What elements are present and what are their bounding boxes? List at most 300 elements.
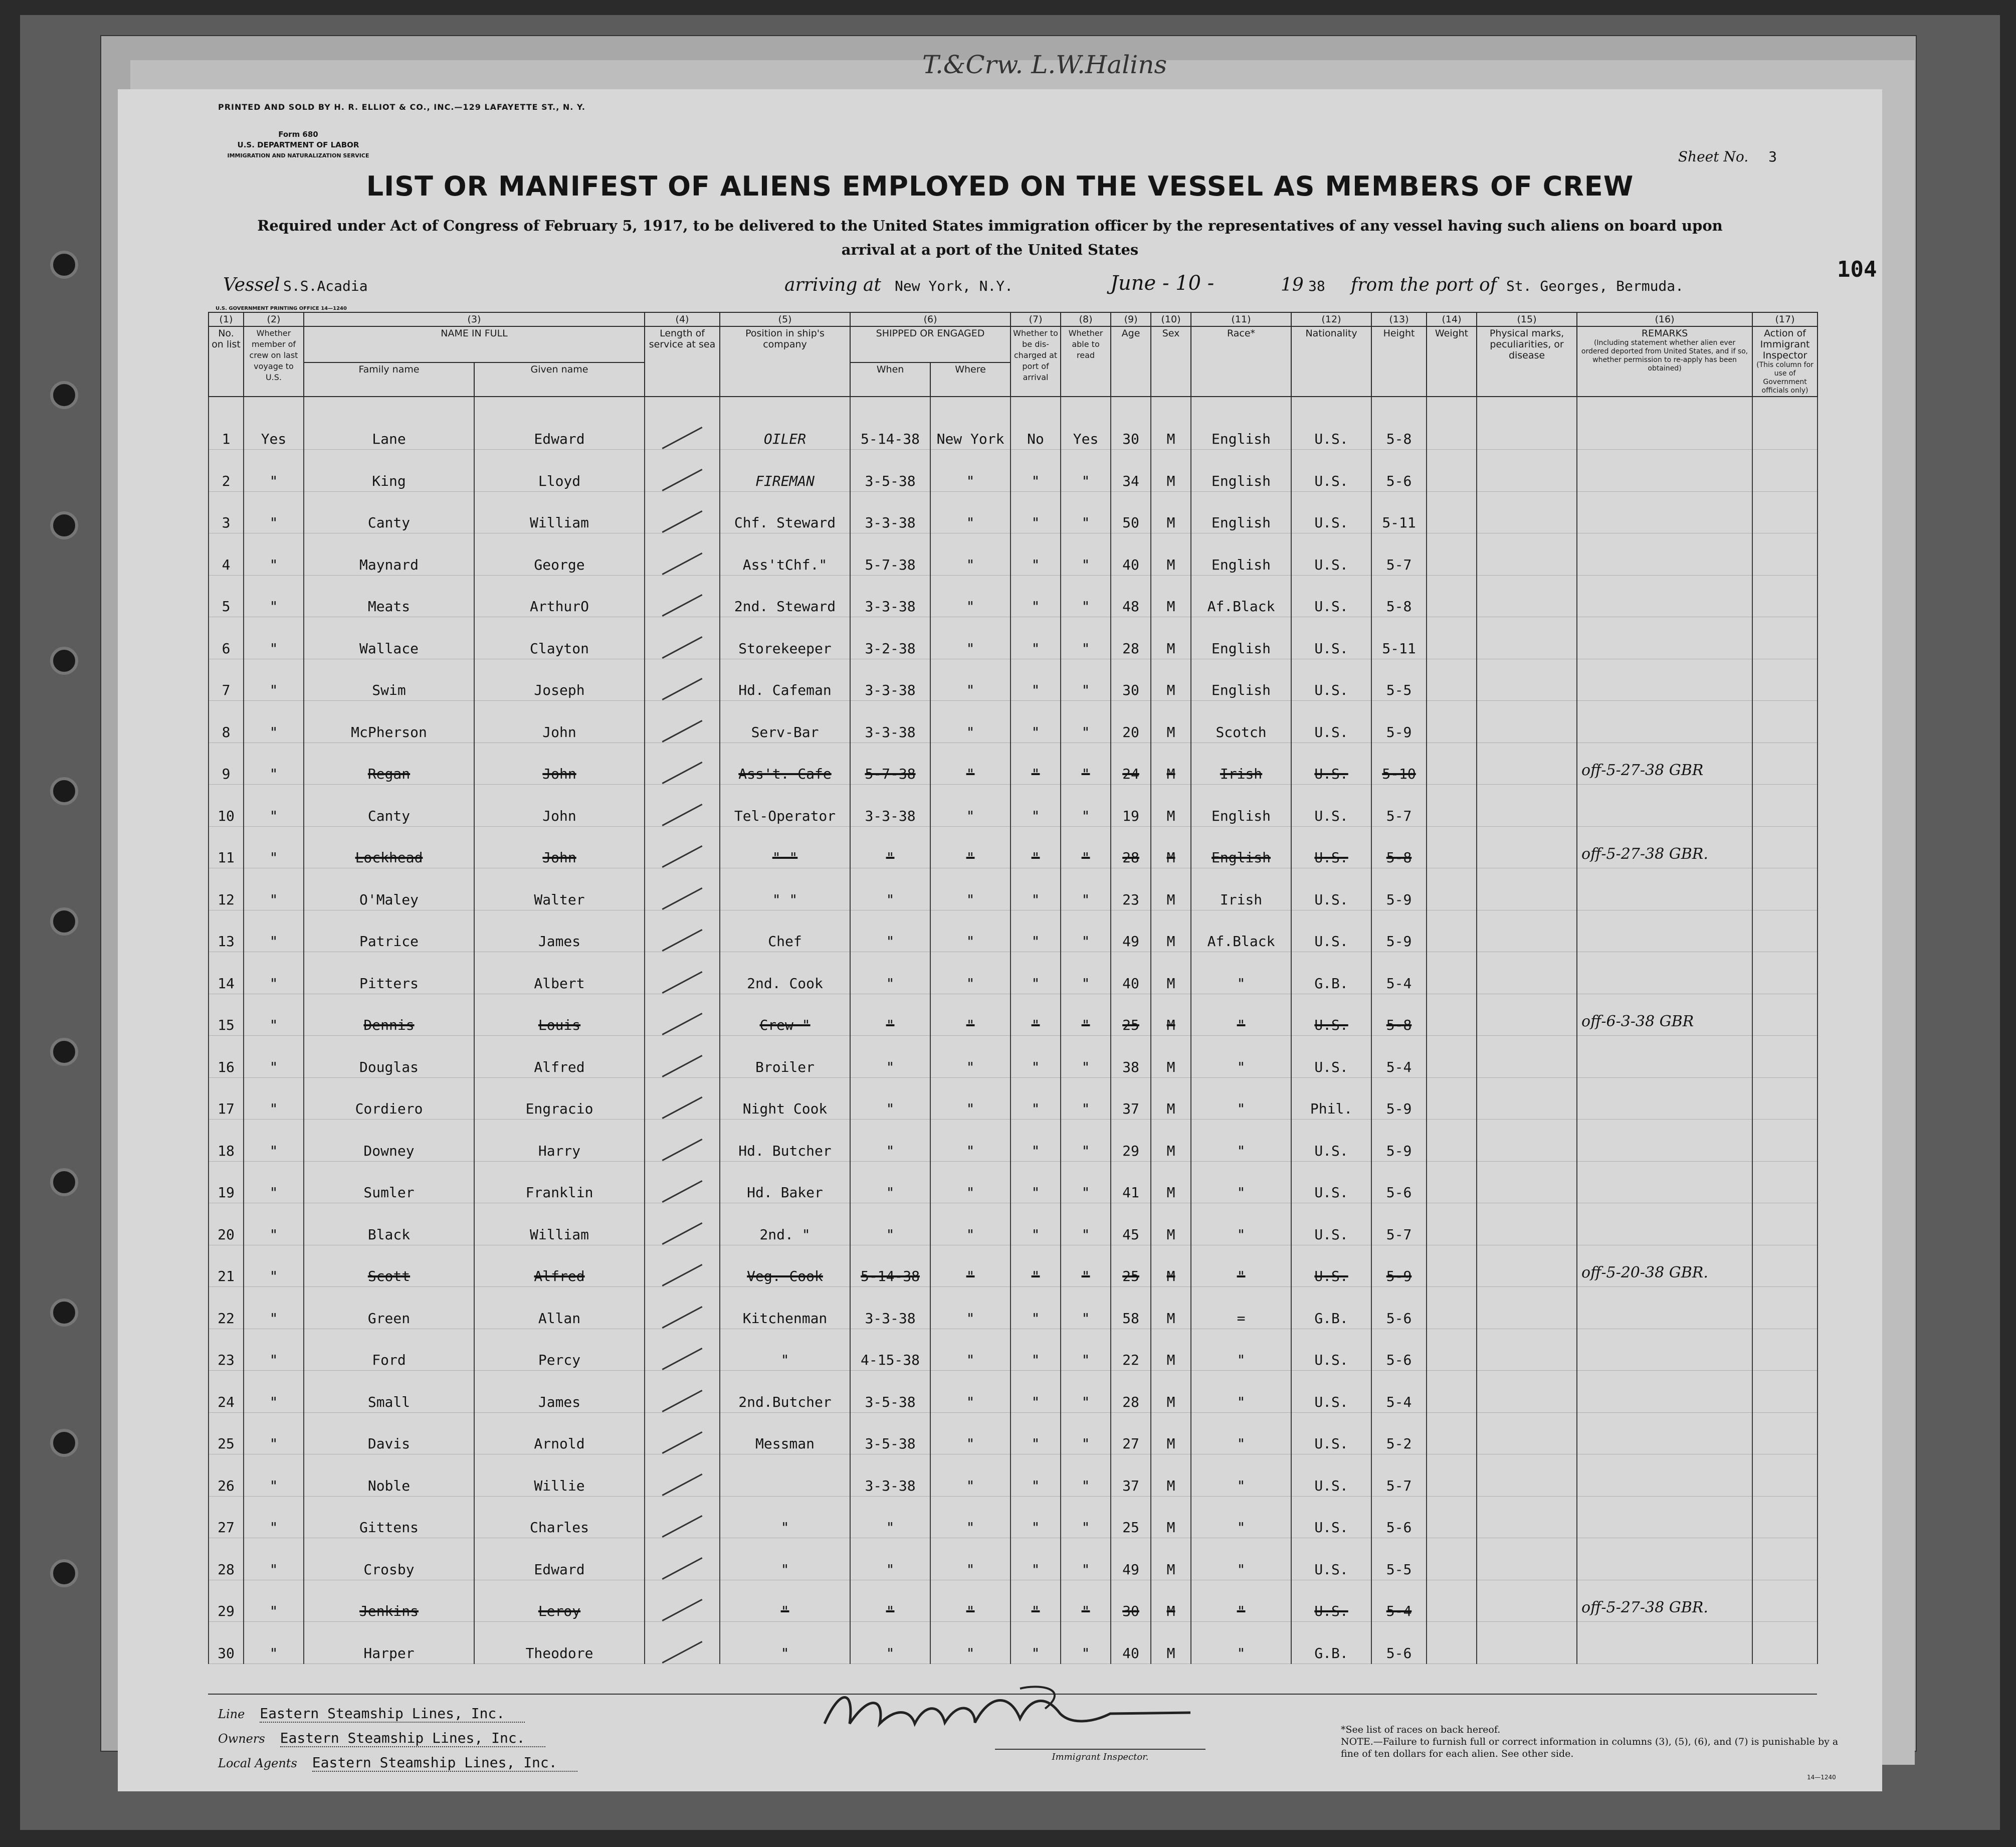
sex-cell: M bbox=[1151, 1120, 1191, 1162]
position-cell: Ass't. Cafe bbox=[720, 743, 850, 785]
height-cell: 5-6 bbox=[1371, 450, 1427, 492]
header-length-service: Length of service at sea bbox=[645, 326, 720, 397]
family-name-cell: Harper bbox=[304, 1622, 474, 1664]
last-voyage-value: " bbox=[244, 1622, 304, 1664]
where-cell: " bbox=[930, 743, 1011, 785]
col-number: (1) bbox=[209, 312, 244, 326]
check-mark-icon bbox=[662, 1264, 703, 1286]
age-cell: 48 bbox=[1111, 575, 1151, 617]
last-voyage-value: " bbox=[244, 450, 304, 492]
race-cell: English bbox=[1191, 450, 1291, 492]
col-number: (5) bbox=[720, 312, 850, 326]
physical-marks-cell bbox=[1477, 1077, 1577, 1120]
position-cell: Broiler bbox=[720, 1036, 850, 1078]
age-cell: 29 bbox=[1111, 1120, 1151, 1162]
sex-cell: M bbox=[1151, 1036, 1191, 1078]
row-number: 9 bbox=[209, 743, 244, 785]
binder-hole-icon bbox=[50, 907, 78, 936]
when-cell: 3-3-38 bbox=[850, 491, 930, 533]
nationality-cell: U.S. bbox=[1291, 1412, 1371, 1454]
service: IMMIGRATION AND NATURALIZATION SERVICE bbox=[227, 152, 369, 159]
check-mark-icon bbox=[662, 1641, 703, 1664]
weight-cell bbox=[1427, 910, 1477, 952]
length-service-cell bbox=[645, 1538, 720, 1580]
row-number: 7 bbox=[209, 659, 244, 701]
where-cell: " bbox=[930, 491, 1011, 533]
sex-cell: M bbox=[1151, 1287, 1191, 1329]
race-cell: " bbox=[1191, 1203, 1291, 1245]
when-cell: " bbox=[850, 1538, 930, 1580]
given-name-cell: Leroy bbox=[474, 1580, 645, 1622]
position-cell: " " bbox=[720, 826, 850, 868]
length-service-cell bbox=[645, 1412, 720, 1454]
position-cell: Hd. Baker bbox=[720, 1161, 850, 1203]
action-cell bbox=[1752, 1412, 1818, 1454]
table-row bbox=[209, 1496, 1818, 1538]
where-cell: " bbox=[930, 1287, 1011, 1329]
physical-marks-cell bbox=[1477, 1622, 1577, 1664]
weight-cell bbox=[1427, 397, 1477, 450]
header-height: Height bbox=[1371, 326, 1427, 397]
row-number: 18 bbox=[209, 1120, 244, 1162]
able-read-cell: " bbox=[1061, 1412, 1111, 1454]
where-cell: " bbox=[930, 785, 1011, 827]
inspector-label: Immigrant Inspector. bbox=[995, 1749, 1205, 1762]
binder-hole-icon bbox=[50, 1168, 78, 1196]
table-row bbox=[209, 1538, 1818, 1580]
col-number: (6) bbox=[850, 312, 1011, 326]
remarks-cell bbox=[1577, 617, 1752, 659]
length-service-cell bbox=[645, 1203, 720, 1245]
table-row bbox=[209, 450, 1818, 492]
check-mark-icon bbox=[662, 1222, 703, 1245]
nationality-cell: U.S. bbox=[1291, 1120, 1371, 1162]
position-cell: " bbox=[720, 1329, 850, 1371]
row-number: 22 bbox=[209, 1287, 244, 1329]
remarks-cell bbox=[1577, 491, 1752, 533]
height-cell: 5-10 bbox=[1371, 743, 1427, 785]
age-cell: 20 bbox=[1111, 701, 1151, 743]
sex-cell: M bbox=[1151, 1496, 1191, 1538]
able-read-cell: " bbox=[1061, 1036, 1111, 1078]
length-service-cell bbox=[645, 1287, 720, 1329]
where-cell: " bbox=[930, 1120, 1011, 1162]
able-read-cell: " bbox=[1061, 1329, 1111, 1371]
table-row bbox=[209, 994, 1818, 1036]
nationality-cell: U.S. bbox=[1291, 910, 1371, 952]
header-sex: Sex bbox=[1151, 326, 1191, 397]
action-cell bbox=[1752, 533, 1818, 576]
position-cell: " bbox=[720, 1496, 850, 1538]
able-read-cell: " bbox=[1061, 617, 1111, 659]
table-row bbox=[209, 1287, 1818, 1329]
age-cell: 41 bbox=[1111, 1161, 1151, 1203]
age-cell: 37 bbox=[1111, 1454, 1151, 1497]
check-mark-icon bbox=[662, 1055, 703, 1077]
sex-cell: M bbox=[1151, 1580, 1191, 1622]
able-read-cell: " bbox=[1061, 1120, 1111, 1162]
row-number: 25 bbox=[209, 1412, 244, 1454]
check-mark-icon bbox=[662, 1473, 703, 1496]
when-cell: 3-3-38 bbox=[850, 785, 930, 827]
height-cell: 5-4 bbox=[1371, 952, 1427, 994]
length-service-cell bbox=[645, 1454, 720, 1497]
able-read-cell: " bbox=[1061, 1580, 1111, 1622]
nationality-cell: U.S. bbox=[1291, 826, 1371, 868]
action-cell bbox=[1752, 701, 1818, 743]
physical-marks-cell bbox=[1477, 1580, 1577, 1622]
able-read-cell: " bbox=[1061, 1454, 1111, 1497]
able-read-cell: " bbox=[1061, 1245, 1111, 1287]
binder-hole-icon bbox=[50, 511, 78, 539]
col-number: (15) bbox=[1477, 312, 1577, 326]
row-number: 4 bbox=[209, 533, 244, 576]
length-service-cell bbox=[645, 868, 720, 910]
height-cell: 5-9 bbox=[1371, 1077, 1427, 1120]
failure-note: NOTE.—Failure to furnish full or correct information in columns (3), (5), (6), and (7) is punishable by a fine of ten dollars for each alien. See other side. bbox=[1341, 1736, 1839, 1759]
weight-cell bbox=[1427, 1329, 1477, 1371]
line-row: Line Eastern Steamship Lines, Inc. bbox=[218, 1702, 577, 1726]
last-voyage-value: " bbox=[244, 1120, 304, 1162]
nationality-cell: U.S. bbox=[1291, 491, 1371, 533]
physical-marks-cell bbox=[1477, 1496, 1577, 1538]
family-name-cell: Patrice bbox=[304, 910, 474, 952]
age-cell: 28 bbox=[1111, 1371, 1151, 1413]
check-mark-icon bbox=[662, 1515, 703, 1538]
col-number: (11) bbox=[1191, 312, 1291, 326]
given-name-cell: Louis bbox=[474, 994, 645, 1036]
header-no-on-list: No. on list bbox=[209, 326, 244, 397]
footer-notes bbox=[1341, 1724, 1842, 1760]
stamp-number: 104 bbox=[1837, 257, 1877, 282]
position-cell bbox=[720, 1454, 850, 1497]
action-cell bbox=[1752, 1161, 1818, 1203]
action-cell bbox=[1752, 743, 1818, 785]
last-voyage-value: " bbox=[244, 617, 304, 659]
when-cell: 4-15-38 bbox=[850, 1329, 930, 1371]
check-mark-icon bbox=[662, 636, 703, 659]
race-cell: " bbox=[1191, 1412, 1291, 1454]
remarks-cell bbox=[1577, 1287, 1752, 1329]
header-family-name: Family name bbox=[304, 362, 474, 397]
check-mark-icon bbox=[662, 1431, 703, 1454]
length-service-cell bbox=[645, 743, 720, 785]
length-service-cell bbox=[645, 1245, 720, 1287]
action-cell bbox=[1752, 785, 1818, 827]
physical-marks-cell bbox=[1477, 397, 1577, 450]
age-cell: 58 bbox=[1111, 1287, 1151, 1329]
given-name-cell: Engracio bbox=[474, 1077, 645, 1120]
discharged-cell: " bbox=[1011, 659, 1061, 701]
height-cell: 5-7 bbox=[1371, 1203, 1427, 1245]
when-cell: 3-3-38 bbox=[850, 575, 930, 617]
physical-marks-cell bbox=[1477, 1412, 1577, 1454]
table-row bbox=[209, 910, 1818, 952]
given-name-cell: George bbox=[474, 533, 645, 576]
nationality-cell: U.S. bbox=[1291, 994, 1371, 1036]
physical-marks-cell bbox=[1477, 743, 1577, 785]
action-cell bbox=[1752, 910, 1818, 952]
remarks-cell bbox=[1577, 1077, 1752, 1120]
last-voyage-value: " bbox=[244, 910, 304, 952]
height-cell: 5-11 bbox=[1371, 617, 1427, 659]
family-name-cell: O'Maley bbox=[304, 868, 474, 910]
manifest-sheet bbox=[118, 89, 1882, 1791]
height-cell: 5-6 bbox=[1371, 1329, 1427, 1371]
last-voyage-value: " bbox=[244, 1538, 304, 1580]
age-cell: 40 bbox=[1111, 952, 1151, 994]
binder-hole-icon bbox=[50, 647, 78, 675]
length-service-cell bbox=[645, 952, 720, 994]
race-cell: " bbox=[1191, 1454, 1291, 1497]
row-number: 19 bbox=[209, 1161, 244, 1203]
col-number: (9) bbox=[1111, 312, 1151, 326]
family-name-cell: Dennis bbox=[304, 994, 474, 1036]
col-number: (14) bbox=[1427, 312, 1477, 326]
check-mark-icon bbox=[662, 1139, 703, 1161]
action-cell bbox=[1752, 994, 1818, 1036]
when-cell: " bbox=[850, 1622, 930, 1664]
given-name-cell: Edward bbox=[474, 397, 645, 450]
remark-note: off-6-3-38 GBR bbox=[1581, 1013, 1694, 1030]
sex-cell: M bbox=[1151, 743, 1191, 785]
vessel-line bbox=[223, 272, 1767, 305]
header-race: Race* bbox=[1191, 326, 1291, 397]
header-given-name: Given name bbox=[474, 362, 645, 397]
row-number: 15 bbox=[209, 994, 244, 1036]
discharged-cell: " bbox=[1011, 1412, 1061, 1454]
sheet-number: Sheet No. 3 bbox=[1678, 148, 1777, 165]
family-name-cell: Meats bbox=[304, 575, 474, 617]
weight-cell bbox=[1427, 994, 1477, 1036]
header-shipped-engaged: SHIPPED OR ENGAGED bbox=[850, 326, 1011, 362]
last-voyage-value: " bbox=[244, 701, 304, 743]
family-name-cell: Green bbox=[304, 1287, 474, 1329]
age-cell: 23 bbox=[1111, 868, 1151, 910]
sex-cell: M bbox=[1151, 575, 1191, 617]
row-number: 11 bbox=[209, 826, 244, 868]
race-cell: " bbox=[1191, 1622, 1291, 1664]
able-read-cell: " bbox=[1061, 1496, 1111, 1538]
position-cell: " bbox=[720, 1580, 850, 1622]
length-service-cell bbox=[645, 450, 720, 492]
age-cell: 28 bbox=[1111, 826, 1151, 868]
check-mark-icon bbox=[662, 762, 703, 784]
given-name-cell: Lloyd bbox=[474, 450, 645, 492]
weight-cell bbox=[1427, 1538, 1477, 1580]
nationality-cell: U.S. bbox=[1291, 659, 1371, 701]
discharged-cell: No bbox=[1011, 397, 1061, 450]
given-name-cell: John bbox=[474, 701, 645, 743]
where-cell: " bbox=[930, 533, 1011, 576]
height-cell: 5-2 bbox=[1371, 1412, 1427, 1454]
position-cell: " bbox=[720, 1622, 850, 1664]
able-read-cell: " bbox=[1061, 994, 1111, 1036]
action-cell bbox=[1752, 1580, 1818, 1622]
weight-cell bbox=[1427, 1036, 1477, 1078]
check-mark-icon bbox=[662, 971, 703, 994]
given-name-cell: Franklin bbox=[474, 1161, 645, 1203]
sex-cell: M bbox=[1151, 1203, 1191, 1245]
position-cell: Hd. Butcher bbox=[720, 1120, 850, 1162]
race-cell: " bbox=[1191, 1036, 1291, 1078]
family-name-cell: Canty bbox=[304, 491, 474, 533]
discharged-cell: " bbox=[1011, 491, 1061, 533]
sex-cell: M bbox=[1151, 491, 1191, 533]
sex-cell: M bbox=[1151, 785, 1191, 827]
family-name-cell: Black bbox=[304, 1203, 474, 1245]
remarks-cell bbox=[1577, 397, 1752, 450]
remark-note: off-5-27-38 GBR. bbox=[1581, 1599, 1708, 1616]
discharged-cell: " bbox=[1011, 1245, 1061, 1287]
sex-cell: M bbox=[1151, 868, 1191, 910]
col-number: (13) bbox=[1371, 312, 1427, 326]
where-cell: " bbox=[930, 659, 1011, 701]
remarks-cell bbox=[1577, 785, 1752, 827]
row-number: 6 bbox=[209, 617, 244, 659]
action-cell bbox=[1752, 1329, 1818, 1371]
given-name-cell: Charles bbox=[474, 1496, 645, 1538]
height-cell: 5-8 bbox=[1371, 575, 1427, 617]
header-position: Position in ship's company bbox=[720, 326, 850, 397]
age-cell: 50 bbox=[1111, 491, 1151, 533]
where-cell: New York bbox=[930, 397, 1011, 450]
race-cell: Irish bbox=[1191, 743, 1291, 785]
table-row bbox=[209, 575, 1818, 617]
check-mark-icon bbox=[662, 469, 703, 491]
when-cell: " bbox=[850, 910, 930, 952]
remarks-cell bbox=[1577, 1161, 1752, 1203]
action-note: (This column for use of Government officials only) bbox=[1756, 361, 1813, 395]
line-owners-agents bbox=[218, 1702, 577, 1775]
check-mark-icon bbox=[662, 1096, 703, 1119]
able-read-cell: " bbox=[1061, 785, 1111, 827]
sex-cell: M bbox=[1151, 1161, 1191, 1203]
sex-cell: M bbox=[1151, 450, 1191, 492]
discharged-cell: " bbox=[1011, 450, 1061, 492]
length-service-cell bbox=[645, 617, 720, 659]
position-cell: Chf. Steward bbox=[720, 491, 850, 533]
weight-cell bbox=[1427, 533, 1477, 576]
physical-marks-cell bbox=[1477, 1161, 1577, 1203]
age-cell: 49 bbox=[1111, 910, 1151, 952]
row-number: 2 bbox=[209, 450, 244, 492]
remarks-cell bbox=[1577, 868, 1752, 910]
discharged-cell: " bbox=[1011, 617, 1061, 659]
physical-marks-cell bbox=[1477, 1036, 1577, 1078]
given-name-cell: ArthurO bbox=[474, 575, 645, 617]
family-name-cell: King bbox=[304, 450, 474, 492]
family-name-cell: Downey bbox=[304, 1120, 474, 1162]
weight-cell bbox=[1427, 785, 1477, 827]
where-cell: " bbox=[930, 1454, 1011, 1497]
action-cell bbox=[1752, 1245, 1818, 1287]
action-cell bbox=[1752, 397, 1818, 450]
when-cell: " bbox=[850, 868, 930, 910]
physical-marks-cell bbox=[1477, 1371, 1577, 1413]
action-cell bbox=[1752, 1203, 1818, 1245]
nationality-cell: U.S. bbox=[1291, 1538, 1371, 1580]
col-number: (16) bbox=[1577, 312, 1752, 326]
race-cell: English bbox=[1191, 826, 1291, 868]
table-row bbox=[209, 1580, 1818, 1622]
given-name-cell: William bbox=[474, 491, 645, 533]
family-name-cell: Ford bbox=[304, 1329, 474, 1371]
race-cell: " bbox=[1191, 1245, 1291, 1287]
weight-cell bbox=[1427, 659, 1477, 701]
race-cell: English bbox=[1191, 491, 1291, 533]
discharged-cell: " bbox=[1011, 1580, 1061, 1622]
race-cell: English bbox=[1191, 533, 1291, 576]
action-cell bbox=[1752, 1538, 1818, 1580]
discharged-cell: " bbox=[1011, 1454, 1061, 1497]
weight-cell bbox=[1427, 450, 1477, 492]
remarks-cell bbox=[1577, 450, 1752, 492]
sex-cell: M bbox=[1151, 1329, 1191, 1371]
last-voyage-value: " bbox=[244, 868, 304, 910]
physical-marks-cell bbox=[1477, 533, 1577, 576]
table-row bbox=[209, 785, 1818, 827]
length-service-cell bbox=[645, 1580, 720, 1622]
table-row bbox=[209, 1622, 1818, 1664]
given-name-cell: Willie bbox=[474, 1454, 645, 1497]
able-read-cell: Yes bbox=[1061, 397, 1111, 450]
col-number: (2) bbox=[244, 312, 304, 326]
weight-cell bbox=[1427, 1454, 1477, 1497]
printer-line: PRINTED AND SOLD BY H. R. ELLIOT & CO., INC.—129 LAFAYETTE ST., N. Y. bbox=[218, 102, 585, 112]
header-physical-marks: Physical marks, peculiarities, or disease bbox=[1477, 326, 1577, 397]
remarks-title: REMARKS bbox=[1641, 328, 1688, 339]
length-service-cell bbox=[645, 994, 720, 1036]
physical-marks-cell bbox=[1477, 1454, 1577, 1497]
handwritten-top-note: T.&Crw. L.W.Halins bbox=[922, 50, 1167, 79]
row-number: 17 bbox=[209, 1077, 244, 1120]
discharged-cell: " bbox=[1011, 1371, 1061, 1413]
when-cell: 5-7-38 bbox=[850, 533, 930, 576]
age-cell: 24 bbox=[1111, 743, 1151, 785]
owners-row: Owners Eastern Steamship Lines, Inc. bbox=[218, 1726, 577, 1751]
action-cell bbox=[1752, 952, 1818, 994]
weight-cell bbox=[1427, 1077, 1477, 1120]
nationality-cell: U.S. bbox=[1291, 533, 1371, 576]
last-voyage-value: " bbox=[244, 1036, 304, 1078]
position-cell: Ass'tChf." bbox=[720, 533, 850, 576]
position-cell: Crew " bbox=[720, 994, 850, 1036]
race-cell: " bbox=[1191, 952, 1291, 994]
given-name-cell: Theodore bbox=[474, 1622, 645, 1664]
where-cell: " bbox=[930, 1371, 1011, 1413]
able-read-cell: " bbox=[1061, 450, 1111, 492]
where-cell: " bbox=[930, 868, 1011, 910]
physical-marks-cell bbox=[1477, 450, 1577, 492]
sex-cell: M bbox=[1151, 701, 1191, 743]
sex-cell: M bbox=[1151, 826, 1191, 868]
row-number: 30 bbox=[209, 1622, 244, 1664]
given-name-cell: Allan bbox=[474, 1287, 645, 1329]
table-row bbox=[209, 659, 1818, 701]
check-mark-icon bbox=[662, 804, 703, 826]
remarks-cell bbox=[1577, 1329, 1752, 1371]
remarks-cell bbox=[1577, 1120, 1752, 1162]
family-name-cell: Regan bbox=[304, 743, 474, 785]
header-nationality: Nationality bbox=[1291, 326, 1371, 397]
remarks-cell bbox=[1577, 659, 1752, 701]
check-mark-icon bbox=[662, 1348, 703, 1370]
age-cell: 30 bbox=[1111, 1580, 1151, 1622]
physical-marks-cell bbox=[1477, 701, 1577, 743]
crew-manifest-table bbox=[208, 312, 1818, 1664]
nationality-cell: U.S. bbox=[1291, 397, 1371, 450]
